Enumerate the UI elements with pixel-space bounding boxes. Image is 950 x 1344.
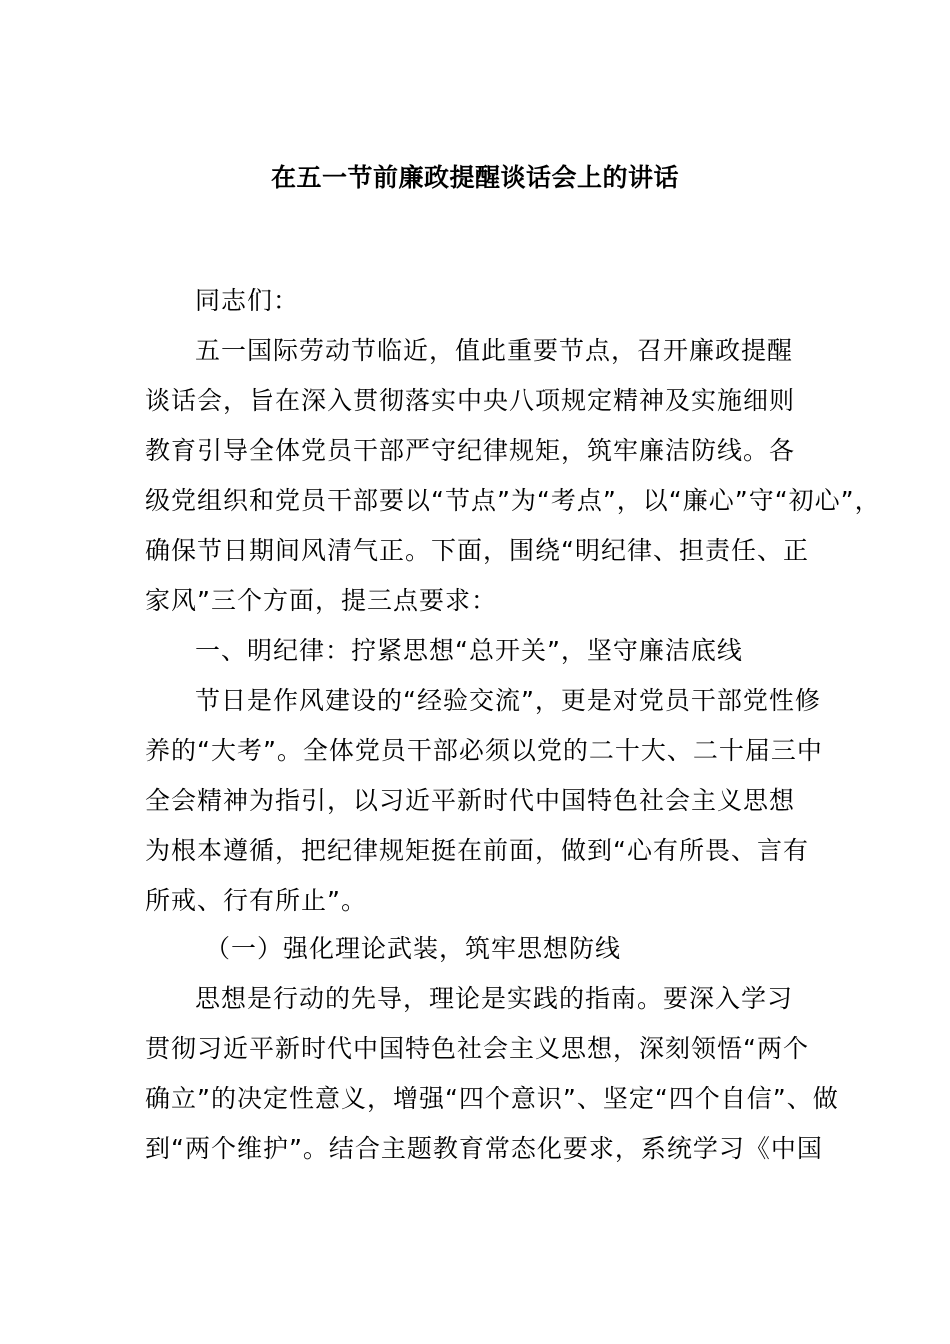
body-line: 为根本遵循，把纪律规矩挺在前面，做到“心有所畏、言有 [145,836,809,865]
section-heading: 一、明纪律：拧紧思想“总开关”，坚守廉洁底线 [195,636,743,665]
body-line: 级党组织和党员干部要以“节点”为“考点”，以“廉心”守“初心”， [145,486,881,515]
salutation: 同志们： [195,286,300,315]
body-line: 到“两个维护”。结合主题教育常态化要求，系统学习《中国 [145,1134,823,1163]
body-line: 谈话会，旨在深入贯彻落实中央八项规定精神及实施细则 [145,386,796,415]
body-line: 教育引导全体党员干部严守纪律规矩，筑牢廉洁防线。各 [145,436,796,465]
body-line: 确立”的决定性意义，增强“四个意识”、坚定“四个自信”、做 [145,1084,839,1113]
body-line: 家风”三个方面，提三点要求： [145,586,497,615]
subsection-heading: （一）强化理论武装，筑牢思想防线 [205,934,622,963]
body-line: 贯彻习近平新时代中国特色社会主义思想，深刻领悟“两个 [145,1034,809,1063]
body-line: 节日是作风建设的“经验交流”，更是对党员干部党性修 [195,686,821,715]
document-title: 在五一节前廉政提醒谈话会上的讲话 [270,163,679,192]
body-line: 思想是行动的先导，理论是实践的指南。要深入学习 [195,984,794,1013]
body-line: 五一国际劳动节临近，值此重要节点，召开廉政提醒 [195,336,794,365]
body-line: 养的“大考”。全体党员干部必须以党的二十大、二十届三中 [145,736,823,765]
body-line: 全会精神为指引，以习近平新时代中国特色社会主义思想 [145,786,796,815]
body-line: 确保节日期间风清气正。下面，围绕“明纪律、担责任、正 [145,536,809,565]
body-line: 所戒、行有所止”。 [145,886,367,915]
